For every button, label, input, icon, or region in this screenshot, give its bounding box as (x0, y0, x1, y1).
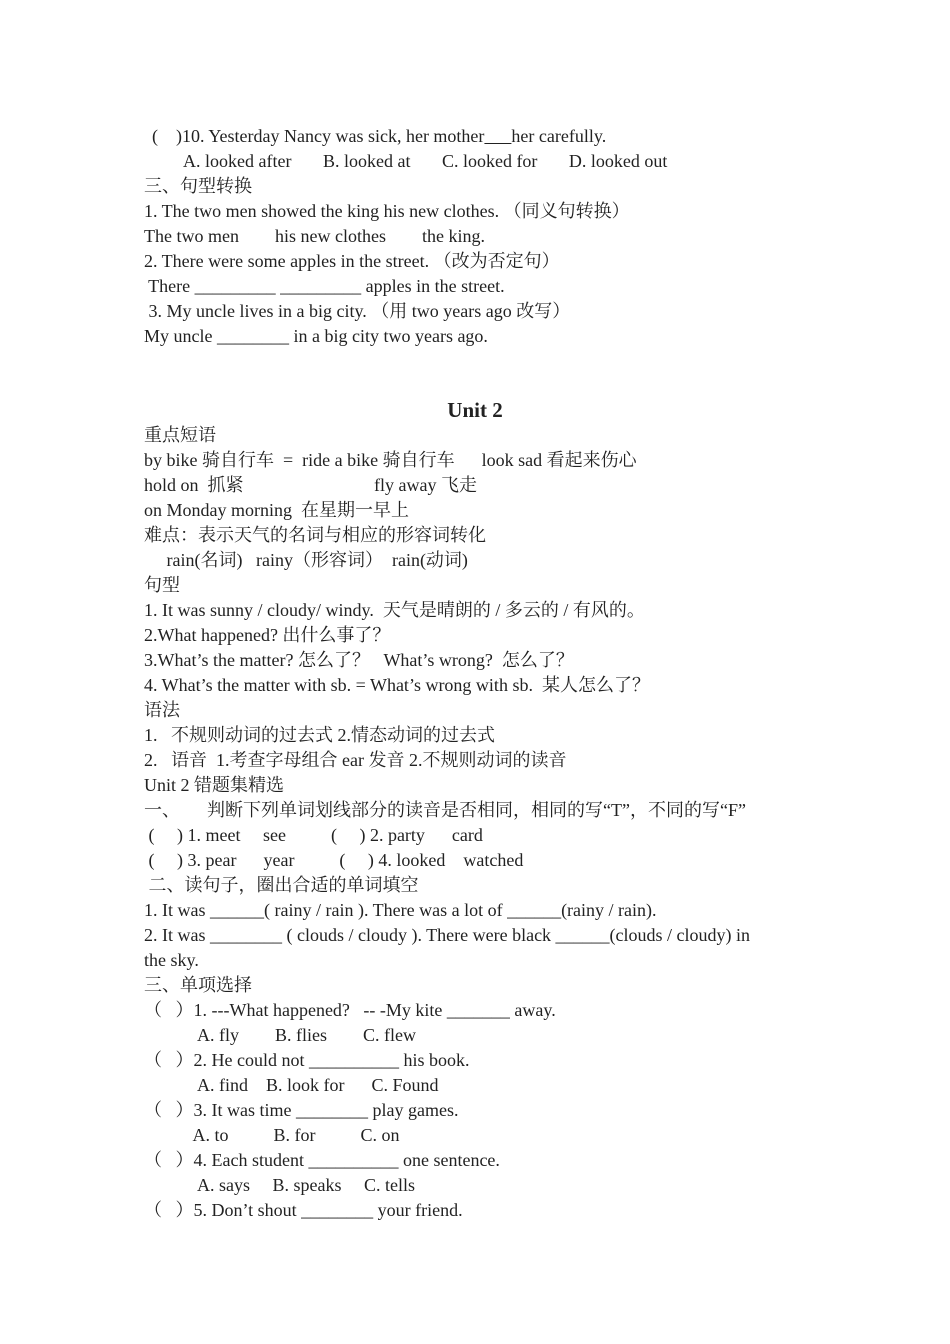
question-10 (152, 124, 606, 149)
choice-5: （ ）5. Don’t shout ________ your friend. (144, 1200, 463, 1220)
choice-2-options: A. find B. look for C. Found (144, 1075, 439, 1095)
choice-3-options: A. to B. for C. on (144, 1125, 400, 1145)
exercise-2-item-2: 2. It was ________ ( clouds / cloudy ). There were black ______(clouds / cloudy) in (144, 925, 751, 945)
exercise-1-row-b: ( ) 3. pear year ( ) 4. looked watched (144, 850, 524, 870)
pattern-3: 3.What’s the matter? 怎么了？ What’s wrong? 怎么了？ (144, 650, 574, 670)
transform-2: 2. There were some apples in the street. （改为否定句） (144, 251, 560, 271)
choice-4-options: A. says B. speaks C. tells (144, 1175, 416, 1195)
choice-3: （ ）3. It was time ________ play games. (144, 1100, 459, 1120)
phrase-line-1: by bike 骑自行车 = ride a bike 骑自行车 look sad 看起来伤心 (144, 450, 637, 470)
transform-1: 1. The two men showed the king his new clothes. （同义句转换） (144, 201, 630, 221)
exercise-1-row-a: ( ) 1. meet see ( ) 2. party card (144, 825, 483, 845)
choice-1: （ ）1. ---What happened? -- -My kite _______ away. (144, 1000, 556, 1020)
transform-3-fill: My uncle ________ in a big city two years ago. (144, 326, 488, 346)
exercise-1-title: 一、 判断下列单词划线部分的读音是否相同，相同的写“T”，不同的写“F” (144, 800, 746, 820)
exercise-3-title: 三、单项选择 (144, 975, 252, 995)
question-10-text: ( )10. Yesterday Nancy was sick, her mother (152, 126, 485, 146)
transform-2-fill: There _________ _________ apples in the street. (144, 276, 505, 296)
errors-title: Unit 2 错题集精选 (144, 775, 285, 795)
unit-title: Unit 2 (447, 398, 503, 422)
transform-1-fill: The two men his new clothes the king. (144, 226, 485, 246)
choice-2: （ ）2. He could not __________ his book. (144, 1050, 470, 1070)
question-10-tail: her carefully. (511, 126, 607, 146)
phrase-line-3: on Monday morning 在星期一早上 (144, 500, 409, 520)
difficulty-note: 难点：表示天气的名词与相应的形容词转化 (144, 525, 486, 545)
question-10-options: A. looked after B. looked at C. looked for D. looked out (183, 151, 668, 171)
grammar-2: 2. 语音 1.考查字母组合 ear 发音 2.不规则动词的读音 (144, 750, 567, 770)
exercise-2-item-1: 1. It was ______( rainy / rain ). There was a lot of ______(rainy / rain). (144, 900, 657, 920)
section-title-sentence-transform: 三、句型转换 (144, 176, 252, 196)
answer-blank (484, 126, 511, 146)
pattern-1: 1. It was sunny / cloudy/ windy. 天气是晴朗的 / 多云的 / 有风的。 (144, 600, 645, 620)
grammar-1: 1. 不规则动词的过去式 2.情态动词的过去式 (144, 725, 495, 745)
pattern-2: 2.What happened? 出什么事了？ (144, 625, 391, 645)
difficulty-example: rain(名词) rainy（形容词） rain(动词) (144, 550, 468, 570)
choice-1-options: A. fly B. flies C. flew (144, 1025, 416, 1045)
choice-4: （ ）4. Each student __________ one sentence. (144, 1150, 500, 1170)
pattern-4: 4. What’s the matter with sb. = What’s wrong with sb. 某人怎么了？ (144, 675, 650, 695)
phrase-line-2: hold on 抓紧 fly away 飞走 (144, 475, 477, 495)
phrases-title: 重点短语 (144, 425, 216, 445)
exercise-2-title: 二、读句子，圈出合适的单词填空 (144, 875, 419, 895)
grammar-title: 语法 (144, 700, 180, 720)
patterns-title: 句型 (144, 575, 180, 595)
transform-3: 3. My uncle lives in a big city. （用 two years ago 改写） (144, 301, 571, 321)
exercise-2-item-2-cont: the sky. (144, 950, 199, 970)
